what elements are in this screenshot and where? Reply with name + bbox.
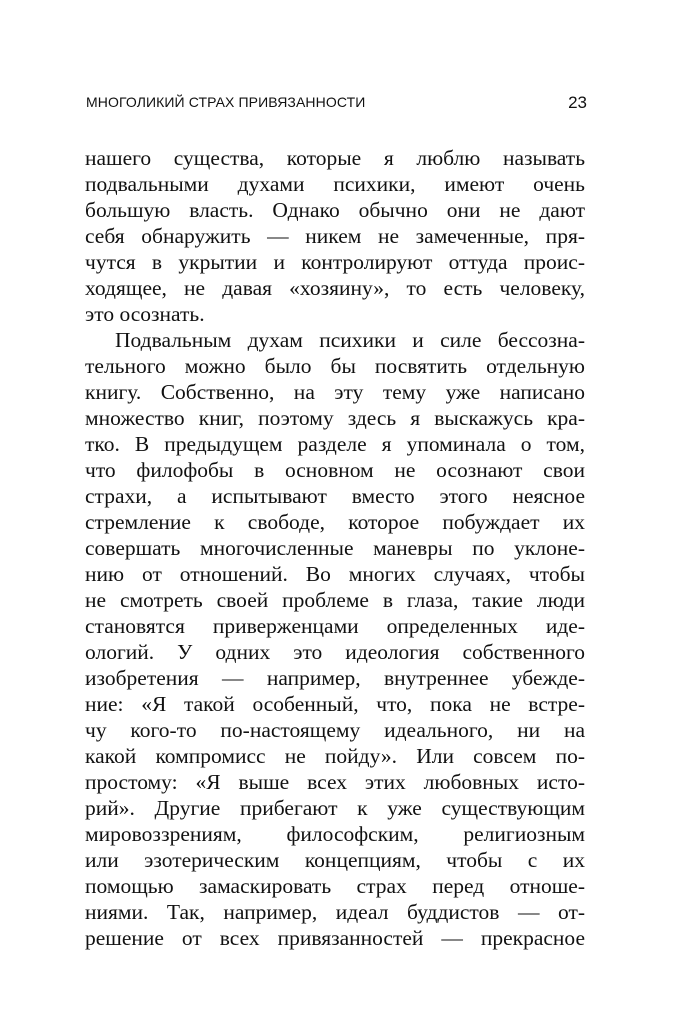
text-line: что филофобы в основном не осознают свои: [85, 458, 585, 482]
text-line: множество книг, поэтому здесь я выскажусь кра-: [85, 406, 585, 430]
text-line: совершать многочисленные маневры по уклоне-: [85, 536, 585, 560]
text-line: чу кого-то по-настоящему идеального, ни на: [85, 718, 585, 742]
text-line: нашего существа, которые я люблю называть: [85, 146, 585, 170]
text-line: тельного можно было бы посвятить отдельную: [85, 354, 585, 378]
text-line: книгу. Собственно, на эту тему уже написано: [85, 380, 585, 404]
text-line: не смотреть своей проблеме в глаза, такие люди: [85, 588, 585, 612]
text-line: рий». Другие прибегают к уже существующим: [85, 796, 585, 820]
paragraph-1: [85, 145, 585, 327]
body-text: [85, 145, 585, 951]
text-line: ходящее, не давая «хозяину», то есть человеку,: [85, 276, 585, 300]
page-number: 23: [568, 93, 587, 112]
text-line: большую власть. Однако обычно они не дают: [85, 198, 585, 222]
text-line: простому: «Я выше всех этих любовных исто-: [85, 770, 585, 794]
text-line: стремление к свободе, которое побуждает их: [85, 510, 585, 534]
text-line: становятся приверженцами определенных иде-: [85, 614, 585, 638]
paragraph-2: [85, 327, 585, 951]
text-line: или эзотерическим концепциям, чтобы с их: [85, 848, 585, 872]
text-line: ниями. Так, например, идеал буддистов — от-: [85, 900, 585, 924]
text-line: ологий. У одних это идеология собственного: [85, 640, 585, 664]
text-line: какой компромисс не пойду». Или совсем по-: [85, 744, 585, 768]
text-line: тко. В предыдущем разделе я упоминала о том,: [85, 432, 585, 456]
text-line: ние: «Я такой особенный, что, пока не встре-: [85, 692, 585, 716]
text-line: это осознать.: [85, 302, 205, 326]
text-line: чутся в укрытии и контролируют оттуда проис-: [85, 250, 585, 274]
text-line: мировоззрениям, философским, религиозным: [85, 822, 585, 846]
text-line: Подвальным духам психики и силе бессозна-: [115, 328, 585, 352]
text-line: изобретения — например, внутреннее убежде-: [85, 666, 585, 690]
text-line: нию от отношений. Во многих случаях, чтобы: [85, 562, 585, 586]
text-line: помощью замаскировать страх перед отноше-: [85, 874, 585, 898]
text-line: подвальными духами психики, имеют очень: [85, 172, 585, 196]
text-line: решение от всех привязанностей — прекрасное: [85, 926, 585, 950]
text-line: себя обнаружить — никем не замеченные, пря-: [85, 224, 585, 248]
text-line: страхи, а испытывают вместо этого неясное: [85, 484, 585, 508]
running-head-title: МНОГОЛИКИЙ СТРАХ ПРИВЯЗАННОСТИ: [86, 94, 366, 110]
